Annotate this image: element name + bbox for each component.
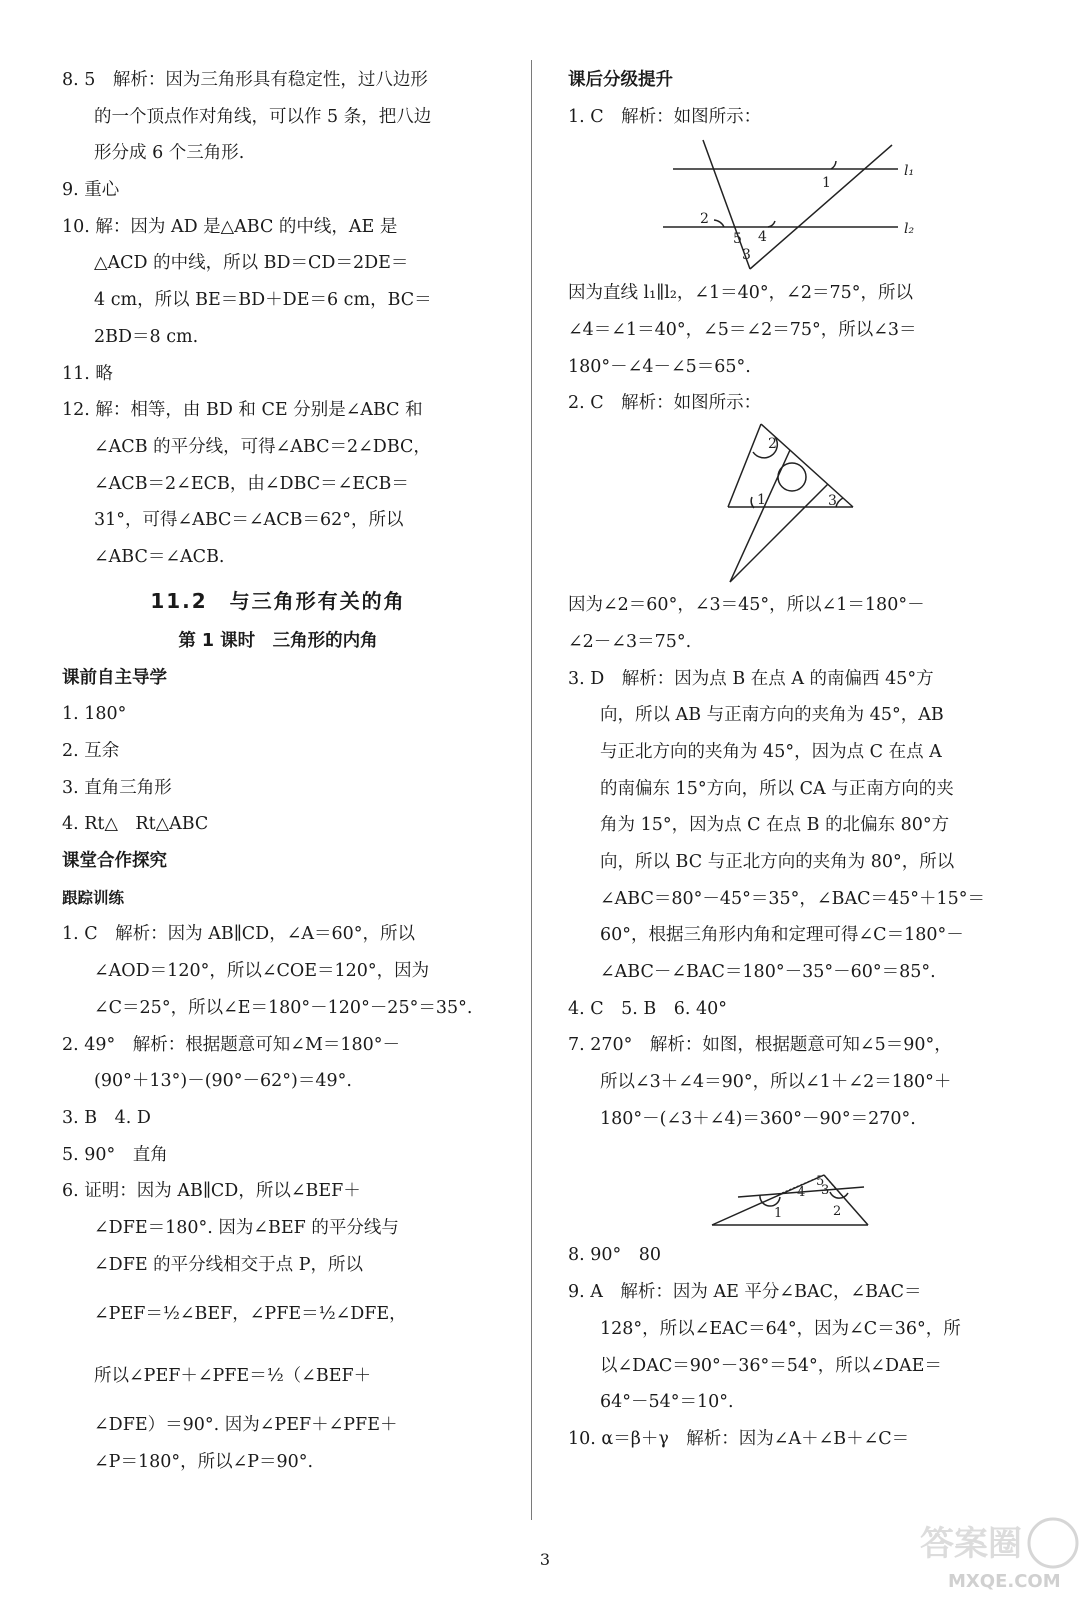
text-line: ∠ACB＝2∠ECB，由∠DBC＝∠ECB＝ (94, 473, 409, 494)
text-line: 的一个顶点作对角线，可以作 5 条，把八边 (94, 106, 432, 127)
watermark-circle (1029, 1519, 1077, 1567)
transversal-right (750, 145, 892, 269)
after-class-heading: 课后分级提升 (568, 70, 673, 90)
text-line: 3. 直角三角形 (62, 777, 172, 798)
text-line: 2. 互余 (62, 741, 120, 761)
text-line: 8. 90° 80 (568, 1245, 662, 1266)
edge (730, 484, 828, 582)
fig1-label: 4 (758, 229, 767, 246)
angle-arc (768, 221, 775, 227)
text-line: (90°＋13°)－(90°－62°)＝49°. (94, 1071, 352, 1092)
text-line: 12. 解：相等，由 BD 和 CE 分别是∠ABC 和 (62, 400, 423, 421)
edge (730, 450, 790, 582)
text-line: ∠ABC－∠BAC＝180°－35°－60°＝85°. (600, 962, 936, 982)
fig1-label: 3 (742, 247, 751, 264)
text-line: 4. Rt△ Rt△ABC (62, 814, 209, 835)
text-line: ∠P＝180°，所以∠P＝90°. (94, 1452, 314, 1472)
text-line: 11. 略 (62, 363, 113, 384)
fig2-label: 3 (828, 493, 837, 510)
text-line: ∠PEF＝½∠BEF，∠PFE＝½∠DFE， (94, 1304, 407, 1325)
triangle-circle-figure (568, 422, 1000, 587)
angle-arc (714, 220, 724, 227)
fig2-label: 2 (768, 436, 777, 453)
text-line: ∠DFE 的平分线相交于点 P，所以 (94, 1254, 364, 1275)
text-line: 3. D 解析：因为点 B 在点 A 的南偏西 45°方 (568, 668, 934, 689)
text-line: 所以∠3＋∠4＝90°，所以∠1＋∠2＝180°＋ (600, 1072, 952, 1093)
section-title: 11.2 与三角形有关的角 (150, 588, 406, 613)
text-line: 64°－54°＝10°. (600, 1392, 734, 1413)
circle (778, 463, 806, 491)
text-line: ∠ABC＝80°－45°＝35°，∠BAC＝45°＋15°＝ (600, 888, 986, 909)
fig1-label: 2 (700, 211, 709, 228)
text-line: 31°，可得∠ABC＝∠ACB＝62°，所以 (94, 510, 404, 531)
text-line: ∠C＝25°，所以∠E＝180°－120°－25°＝35°. (94, 997, 473, 1018)
text-line: 180°－(∠3＋∠4)＝360°－90°＝270°. (600, 1108, 916, 1129)
text-line: 7. 270° 解析：如图，根据题意可知∠5＝90°， (568, 1035, 952, 1056)
fig2-label: 1 (757, 492, 766, 509)
text-line: ∠DFE）＝90°. 因为∠PEF＋∠PFE＋ (94, 1415, 398, 1436)
text-line: 2BD＝8 cm. (94, 326, 199, 347)
text-line: 9. A 解析：因为 AE 平分∠BAC，∠BAC＝ (568, 1282, 922, 1303)
text-line: 60°，根据三角形内角和定理可得∠C＝180°－ (600, 925, 964, 946)
text-line: 1. C 解析：因为 AB∥CD，∠A＝60°，所以 (62, 924, 416, 945)
watermark-text: 答案圈 (920, 1524, 1022, 1564)
text-line: 向，所以 BC 与正北方向的夹角为 80°，所以 (600, 851, 955, 872)
text-line: 8. 5 解析：因为三角形具有稳定性，过八边形 (62, 70, 428, 90)
text-line: 形分成 6 个三角形. (94, 143, 245, 164)
text-line: △ACD 的中线，所以 BD＝CD＝2DE＝ (94, 253, 409, 274)
in-class-subheading: 跟踪训练 (62, 888, 125, 907)
column-divider (531, 60, 532, 1520)
text-line: ∠ABC＝∠ACB. (94, 546, 225, 567)
watermark-url: MXQE.COM (948, 1571, 1061, 1592)
lesson-title: 第 1 课时 三角形的内角 (178, 630, 378, 651)
fig1-label: l₂ (904, 221, 915, 238)
text-line: 128°，所以∠EAC＝64°，因为∠C＝36°，所 (600, 1318, 961, 1339)
fig1-label: 5 (733, 231, 742, 248)
left-column (62, 62, 494, 1481)
page-number: 3 (539, 1550, 551, 1569)
angle-arc (831, 161, 836, 169)
text-line: 与正北方向的夹角为 45°，因为点 C 在点 A (600, 741, 942, 762)
text-line: 1. 180° (62, 704, 127, 725)
watermark-logo (908, 1515, 1083, 1595)
parallel-lines-figure (568, 135, 1000, 275)
text-line: 角为 15°，因为点 C 在点 B 的北偏东 80°方 (600, 815, 950, 836)
text-line: 4 cm，所以 BE＝BD＋DE＝6 cm，BC＝ (94, 290, 432, 311)
text-line: 1. C 解析：如图所示： (568, 106, 762, 127)
text-line: 10. α＝β＋γ 解析：因为∠A＋∠B＋∠C＝ (568, 1428, 910, 1449)
fig3-label: 1 (774, 1206, 783, 1222)
text-line: 10. 解：因为 AD 是△ABC 的中线，AE 是 (62, 216, 398, 237)
fig3-label: 2 (833, 1204, 842, 1220)
fig3-label: 3 (821, 1183, 830, 1199)
fig3-label: 5 (816, 1174, 825, 1190)
text-line: 因为∠2＝60°，∠3＝45°，所以∠1＝180°－ (568, 595, 925, 616)
text-line: 向，所以 AB 与正南方向的夹角为 45°，AB (600, 705, 944, 726)
text-line: ∠4＝∠1＝40°，∠5＝∠2＝75°，所以∠3＝ (568, 320, 917, 341)
text-line: 4. C 5. B 6. 40° (568, 998, 728, 1019)
fig1-label: l₁ (904, 163, 915, 180)
text-line: 9. 重心 (62, 180, 120, 201)
text-line: ∠2－∠3＝75°. (568, 631, 692, 652)
text-line: 2. C 解析：如图所示： (568, 393, 762, 414)
pre-class-heading: 课前自主导学 (62, 667, 167, 688)
text-line: 的南偏东 15°方向，所以 CA 与正南方向的夹 (600, 778, 954, 799)
text-line: 5. 90° 直角 (62, 1144, 168, 1165)
fig3-label: 4 (797, 1185, 806, 1201)
text-line: 6. 证明：因为 AB∥CD，所以∠BEF＋ (62, 1181, 361, 1202)
right-column (568, 62, 1000, 1458)
edge (712, 1175, 824, 1225)
in-class-heading: 课堂合作探究 (62, 851, 167, 872)
triangle-transversal-figure (568, 1137, 1000, 1237)
text-line: 以∠DAC＝90°－36°＝54°，所以∠DAE＝ (600, 1355, 942, 1376)
text-line: 所以∠PEF＋∠PFE＝½（∠BEF＋ (94, 1366, 372, 1387)
text-line: 2. 49° 解析：根据题意可知∠M＝180°－ (62, 1034, 401, 1055)
fig1-label: 1 (822, 175, 831, 192)
text-line: 180°－∠4－∠5＝65°. (568, 356, 751, 377)
text-line: 因为直线 l₁∥l₂，∠1＝40°，∠2＝75°，所以 (568, 283, 914, 304)
text-line: ∠ACB 的平分线，可得∠ABC＝2∠DBC， (94, 436, 431, 457)
text-line: ∠AOD＝120°，所以∠COE＝120°，因为 (94, 961, 430, 982)
text-line: ∠DFE＝180°. 因为∠BEF 的平分线与 (94, 1217, 399, 1238)
text-line: 3. B 4. D (62, 1107, 151, 1128)
angle-arc (836, 498, 843, 507)
